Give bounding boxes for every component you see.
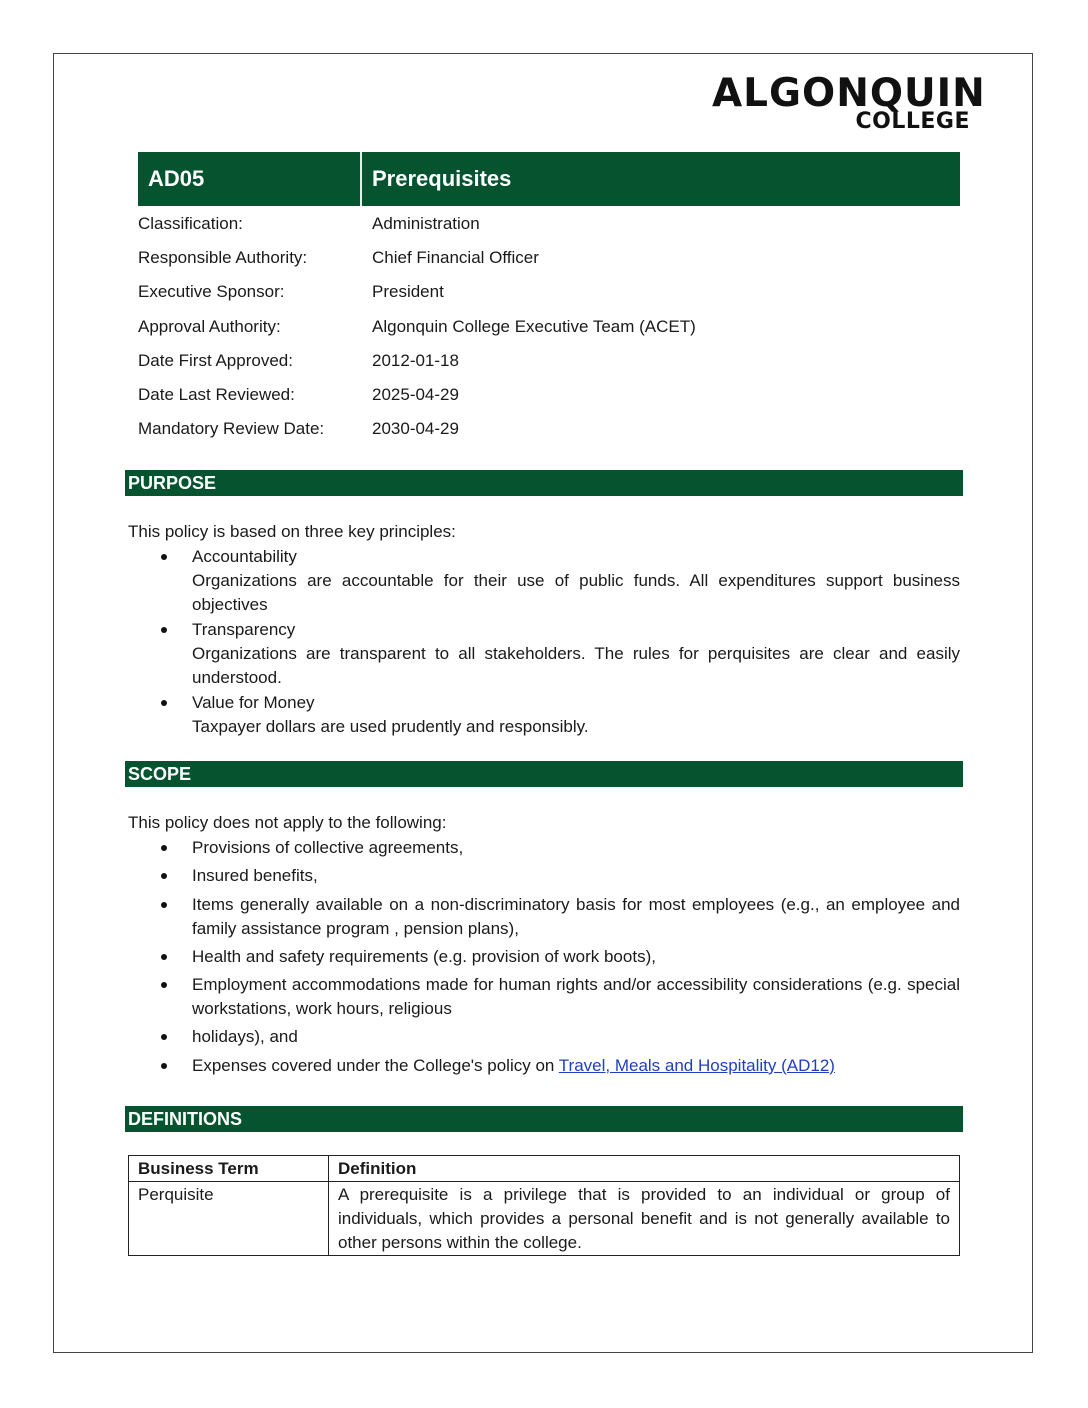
principle-title: Value for Money: [192, 693, 315, 712]
meta-label: Responsible Authority:: [138, 248, 308, 268]
meta-value: Administration: [372, 214, 480, 233]
meta-value: President: [372, 282, 444, 302]
definition-cell: A prerequisite is a privilege that is provided to an individual or group of individuals, which provides a personal benefit and is not generally available to other persons within the college.: [329, 1182, 960, 1256]
policy-title: Prerequisites: [372, 166, 512, 191]
bullet-icon: [161, 627, 167, 633]
principle-text: Organizations are transparent to all stakeholders. The rules for perquisites are clear and easily understood.: [192, 644, 960, 687]
column-header-term: Business Term: [129, 1156, 329, 1182]
logo-line-2: COLLEGE: [855, 109, 970, 134]
scope-heading: SCOPE: [125, 761, 963, 787]
meta-label: Approval Authority:: [138, 316, 281, 336]
meta-value: 2025-04-29: [372, 384, 459, 404]
list-item: [128, 973, 960, 1021]
scope-intro: This policy does not apply to the following:: [128, 813, 447, 832]
meta-label: Date Last Reviewed:: [138, 384, 295, 404]
definitions-table: [128, 1155, 960, 1256]
list-item: [128, 864, 960, 888]
bullet-icon: [161, 1063, 167, 1069]
meta-label: Classification:: [138, 214, 243, 233]
bullet-icon: [161, 902, 167, 908]
policy-code: AD05: [148, 166, 205, 191]
bullet-icon: [161, 554, 167, 560]
bullet-icon: [161, 954, 167, 960]
list-item: [128, 618, 960, 690]
meta-label: Date First Approved:: [138, 350, 293, 370]
logo-line-1: ALGONQUIN: [712, 71, 986, 116]
principle-text: Organizations are accountable for their use of public funds. All expenditures support business objectives: [192, 571, 960, 614]
list-item: [128, 691, 960, 739]
header-divider: [360, 152, 362, 206]
scope-item-text: Items generally available on a non-discriminatory basis for most employees (e.g., an employee and family assistance program , pension plans),: [192, 894, 960, 938]
list-item: [128, 1054, 960, 1078]
list-item: [128, 1025, 960, 1049]
scope-item-text: Health and safety requirements (e.g. provision of work boots),: [192, 946, 656, 966]
scope-item-text: Provisions of collective agreements,: [192, 838, 464, 857]
definitions-heading: DEFINITIONS: [125, 1106, 963, 1132]
bullet-icon: [161, 700, 167, 706]
list-item: [128, 836, 960, 860]
scope-item-text: Employment accommodations made for human rights and/or accessibility considerations (e.g. special workstations, work hours, religious: [192, 975, 960, 1019]
scope-item-text: Expenses covered under the College's policy on: [192, 1055, 559, 1075]
scope-item-text: Insured benefits,: [192, 866, 318, 886]
bullet-icon: [161, 845, 167, 851]
table-header-row: [129, 1156, 960, 1182]
purpose-list: [128, 545, 960, 740]
list-item: [128, 545, 960, 617]
meta-label: Executive Sponsor:: [138, 282, 285, 302]
bullet-icon: [161, 982, 167, 988]
bullet-icon: [161, 1034, 167, 1040]
table-row: [129, 1182, 960, 1256]
list-item: [128, 893, 960, 941]
principle-title: Accountability: [192, 547, 297, 566]
bullet-icon: [161, 873, 167, 879]
meta-value: Algonquin College Executive Team (ACET): [372, 316, 696, 336]
travel-meals-hospitality-link[interactable]: Travel, Meals and Hospitality (AD12): [558, 1055, 835, 1075]
purpose-intro: This policy is based on three key principles:: [128, 522, 456, 541]
scope-item-text: holidays), and: [192, 1027, 298, 1047]
college-logo: [712, 71, 986, 134]
principle-text: Taxpayer dollars are used prudently and responsibly.: [192, 717, 589, 736]
principle-title: Transparency: [192, 620, 296, 639]
column-header-definition: Definition: [329, 1156, 960, 1182]
policy-header: [138, 152, 960, 206]
meta-value: 2030-04-29: [372, 419, 459, 439]
scope-list: [128, 836, 960, 1082]
list-item: [128, 945, 960, 969]
meta-value: 2012-01-18: [372, 350, 459, 370]
meta-value: Chief Financial Officer: [372, 248, 539, 268]
term-cell: Perquisite: [129, 1182, 329, 1256]
purpose-heading: PURPOSE: [125, 470, 963, 496]
meta-label: Mandatory Review Date:: [138, 419, 325, 439]
